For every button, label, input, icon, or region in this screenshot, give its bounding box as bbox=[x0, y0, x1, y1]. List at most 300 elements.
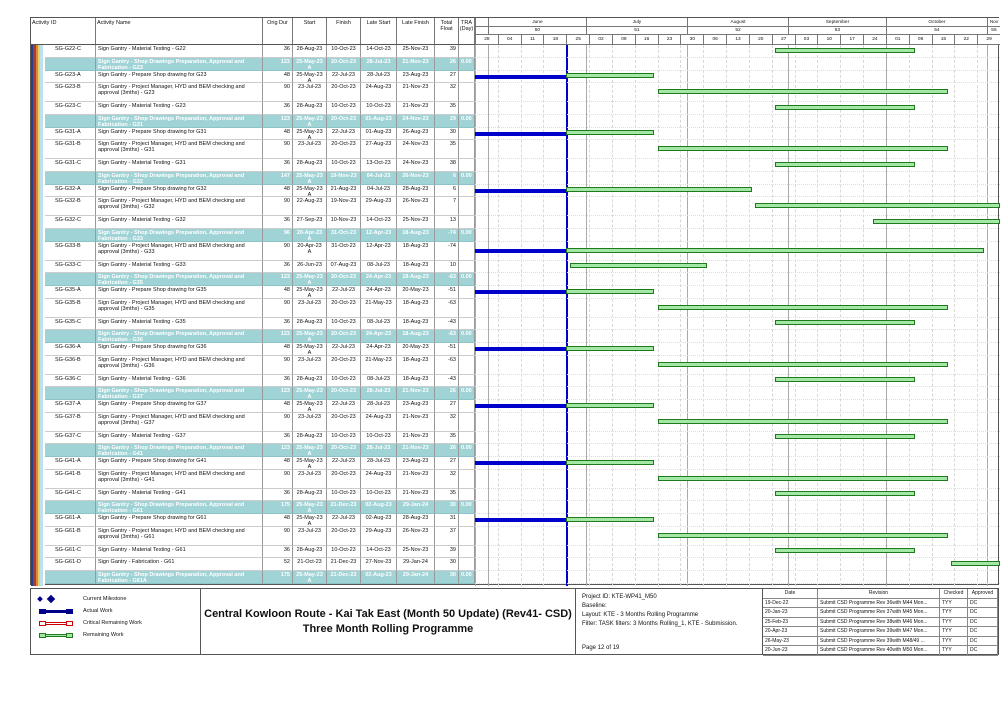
chart-row bbox=[475, 470, 1000, 489]
cell-finish: 20-Oct-23 bbox=[327, 387, 361, 400]
actual-work-bar[interactable] bbox=[475, 249, 566, 253]
remaining-work-bar[interactable] bbox=[951, 561, 1000, 566]
cell-late_start: 01-Aug-23 bbox=[361, 128, 397, 141]
activity-rows bbox=[31, 45, 1000, 584]
cell-tra bbox=[459, 514, 475, 527]
remaining-work-bar[interactable] bbox=[873, 219, 1000, 224]
cell-late_start: 29-Aug-23 bbox=[361, 197, 397, 216]
cell-start: 23-Jul-23 bbox=[293, 83, 327, 102]
task-row[interactable] bbox=[31, 159, 1000, 172]
chart-row bbox=[475, 159, 1000, 172]
cell-start: 28-Aug-23 bbox=[293, 102, 327, 115]
remaining-work-bar[interactable] bbox=[566, 248, 983, 253]
chart-row bbox=[475, 128, 1000, 141]
week-tick-label: 25 bbox=[566, 35, 589, 45]
revision-cell: Submit CSD Programme Rev 37with M45 Mon... bbox=[818, 608, 940, 617]
cell-finish: 20-Oct-23 bbox=[327, 330, 361, 343]
remaining-work-bar[interactable] bbox=[775, 491, 915, 496]
revision-cell: 20-Jan-23 bbox=[763, 608, 818, 617]
cell-id: SG-G37-B bbox=[31, 413, 96, 432]
cell-name: Sign Gantry - Material Testing - G61 bbox=[96, 546, 263, 559]
task-row[interactable] bbox=[31, 432, 1000, 445]
report-title: Central Kowloon Route - Kai Tak East (Month 50 Update) (Rev41- CSD) bbox=[204, 608, 572, 620]
actual-work-bar[interactable] bbox=[475, 347, 566, 351]
remaining-work-bar[interactable] bbox=[775, 548, 915, 553]
cell-finish: 10-Oct-23 bbox=[327, 546, 361, 559]
remaining-work-bar[interactable] bbox=[775, 48, 915, 53]
remaining-work-bar[interactable] bbox=[658, 533, 948, 538]
revision-cell: DC bbox=[968, 618, 998, 627]
cell-id: SG-G31-B bbox=[31, 140, 96, 159]
cell-late_start: 24-Aug-23 bbox=[361, 413, 397, 432]
task-row[interactable] bbox=[31, 197, 1000, 216]
chart-row bbox=[475, 432, 1000, 445]
chart-row bbox=[475, 140, 1000, 159]
cell-name: Sign Gantry - Shop Drawings Preparation, Approval and Fabrication - G33 bbox=[96, 229, 263, 242]
chart-row bbox=[475, 185, 1000, 198]
actual-work-bar[interactable] bbox=[475, 132, 566, 136]
cell-tra: 0.00 bbox=[459, 172, 475, 185]
cell-late_finish: 29-Jan-24 bbox=[397, 558, 435, 571]
cell-id: SG-G41-C bbox=[31, 489, 96, 502]
task-row[interactable] bbox=[31, 216, 1000, 229]
cell-name: Sign Gantry - Prepare Shop drawing for G36 bbox=[96, 343, 263, 356]
cell-late_finish: 29-Jan-24 bbox=[397, 571, 435, 584]
month-label: June bbox=[488, 18, 586, 27]
week-tick-label: 04 bbox=[498, 35, 521, 45]
revision-row bbox=[763, 627, 998, 637]
remaining-work-bar[interactable] bbox=[658, 146, 948, 151]
cell-start: 25-May-23 A bbox=[293, 444, 327, 457]
cell-id: SG-G61-C bbox=[31, 546, 96, 559]
remaining-work-bar-icon bbox=[37, 633, 83, 638]
cell-float: 35 bbox=[435, 489, 459, 502]
cell-finish: 10-Oct-23 bbox=[327, 432, 361, 445]
cell-id: SG-G61-B bbox=[31, 527, 96, 546]
task-row[interactable] bbox=[31, 558, 1000, 571]
cell-start: 25-May-23 A bbox=[293, 273, 327, 286]
chart-row bbox=[475, 58, 1000, 71]
legend-label: Remaining Work bbox=[83, 632, 124, 638]
cell-tra bbox=[459, 470, 475, 489]
cell-finish: 20-Oct-23 bbox=[327, 299, 361, 318]
cell-tra bbox=[459, 197, 475, 216]
cell-name: Sign Gantry - Project Manager, HYD and BEM checking and approval (3mths) - G31 bbox=[96, 140, 263, 159]
cell-float: -63 bbox=[435, 299, 459, 318]
task-row[interactable] bbox=[31, 318, 1000, 331]
cell-tra: 0.00 bbox=[459, 571, 475, 584]
cell-late_start: 28-Jul-23 bbox=[361, 400, 397, 413]
cell-start: 23-Jul-23 bbox=[293, 413, 327, 432]
task-row[interactable] bbox=[31, 413, 1000, 432]
cell-late_finish: 18-Aug-23 bbox=[397, 229, 435, 242]
cell-finish: 20-Oct-23 bbox=[327, 83, 361, 102]
cell-float: 30 bbox=[435, 558, 459, 571]
cell-tra: 0.00 bbox=[459, 501, 475, 514]
chart-row bbox=[475, 102, 1000, 115]
week-tick-label: 24 bbox=[863, 35, 886, 45]
cell-late_finish: 18-Aug-23 bbox=[397, 242, 435, 261]
cell-late_start: 04-Jul-23 bbox=[361, 185, 397, 198]
cell-float: -43 bbox=[435, 318, 459, 331]
cell-late_finish: 21-Nov-23 bbox=[397, 102, 435, 115]
cell-id: SG-G41-B bbox=[31, 470, 96, 489]
cell-finish: 21-Dec-23 bbox=[327, 558, 361, 571]
cell-late_start: 27-Nov-23 bbox=[361, 558, 397, 571]
remaining-work-bar[interactable] bbox=[570, 263, 707, 268]
remaining-work-bar[interactable] bbox=[566, 289, 654, 294]
cell-tra bbox=[459, 558, 475, 571]
remaining-work-bar[interactable] bbox=[755, 203, 1000, 208]
cell-late_start: 10-Oct-23 bbox=[361, 102, 397, 115]
cell-name: Sign Gantry - Fabrication - G61 bbox=[96, 558, 263, 571]
cell-dur: 48 bbox=[263, 71, 293, 84]
cell-start: 25-May-23 A bbox=[293, 115, 327, 128]
remaining-work-bar[interactable] bbox=[775, 105, 915, 110]
chart-row bbox=[475, 457, 1000, 470]
week-tick-label: 15 bbox=[932, 35, 955, 45]
cell-dur: 123 bbox=[263, 387, 293, 400]
cell-id: SG-G23-B bbox=[31, 83, 96, 102]
cell-name: Sign Gantry - Shop Drawings Preparation, Approval and Fabrication - G23 bbox=[96, 58, 263, 71]
cell-finish: 22-Jul-23 bbox=[327, 514, 361, 527]
remaining-work-bar[interactable] bbox=[775, 162, 915, 167]
cell-late_finish: 18-Aug-23 bbox=[397, 318, 435, 331]
cell-float: -63 bbox=[435, 330, 459, 343]
margin-stripe bbox=[43, 45, 45, 586]
legend-label: Critical Remaining Work bbox=[83, 620, 142, 626]
cell-start: 25-May-23 A bbox=[293, 128, 327, 141]
cell-start: 26-Jun-23 bbox=[293, 261, 327, 274]
task-row[interactable] bbox=[31, 242, 1000, 261]
task-row[interactable] bbox=[31, 102, 1000, 115]
cell-tra bbox=[459, 286, 475, 299]
cell-id: SG-G61-D bbox=[31, 558, 96, 571]
task-row[interactable] bbox=[31, 400, 1000, 413]
remaining-work-bar[interactable] bbox=[566, 403, 654, 408]
remaining-work-bar[interactable] bbox=[658, 419, 948, 424]
remaining-work-bar[interactable] bbox=[566, 130, 654, 135]
week-tick-label: 28 bbox=[475, 35, 498, 45]
week-tick-label: 20 bbox=[749, 35, 772, 45]
week-tick-label: 03 bbox=[795, 35, 818, 45]
chart-row bbox=[475, 229, 1000, 242]
cell-float: 32 bbox=[435, 83, 459, 102]
cell-name: Sign Gantry - Prepare Shop drawing for G32 bbox=[96, 185, 263, 198]
week-tick-label: 02 bbox=[589, 35, 612, 45]
cell-name: Sign Gantry - Prepare Shop drawing for G31 bbox=[96, 128, 263, 141]
remaining-work-bar[interactable] bbox=[566, 187, 752, 192]
cell-tra bbox=[459, 128, 475, 141]
cell-name: Sign Gantry - Prepare Shop drawing for G61 bbox=[96, 514, 263, 527]
summary-band-row[interactable] bbox=[31, 571, 1000, 584]
task-row[interactable] bbox=[31, 140, 1000, 159]
month-number: 54 bbox=[886, 27, 987, 35]
week-tick-label: 22 bbox=[954, 35, 977, 45]
revision-cell: DC bbox=[968, 608, 998, 617]
cell-dur: 36 bbox=[263, 318, 293, 331]
column-header-start: Start bbox=[293, 18, 327, 44]
month-label: September bbox=[788, 18, 886, 27]
cell-late_start: 12-Apr-23 bbox=[361, 242, 397, 261]
revision-cell: Submit CSD Programme Rev 39with M47 Mon... bbox=[818, 627, 940, 636]
cell-start: 28-Aug-23 bbox=[293, 432, 327, 445]
week-tick-label: 09 bbox=[612, 35, 635, 45]
legend-label: Current Milestone bbox=[83, 596, 127, 602]
cell-name: Sign Gantry - Material Testing - G36 bbox=[96, 375, 263, 388]
cell-name: Sign Gantry - Material Testing - G32 bbox=[96, 216, 263, 229]
cell-start: 23-Jul-23 bbox=[293, 140, 327, 159]
remaining-work-bar[interactable] bbox=[658, 89, 948, 94]
cell-late_finish: 18-Aug-23 bbox=[397, 261, 435, 274]
summary-band-row[interactable] bbox=[31, 330, 1000, 343]
chart-row bbox=[475, 489, 1000, 502]
chart-row bbox=[475, 330, 1000, 343]
column-header-late_start: Late Start bbox=[361, 18, 397, 44]
cell-late_start: 27-Aug-23 bbox=[361, 140, 397, 159]
cell-finish: 20-Oct-23 bbox=[327, 444, 361, 457]
cell-late_finish: 29-Jan-24 bbox=[397, 501, 435, 514]
cell-dur: 48 bbox=[263, 185, 293, 198]
task-row[interactable] bbox=[31, 71, 1000, 84]
cell-finish: 10-Oct-23 bbox=[327, 159, 361, 172]
cell-name: Sign Gantry - Project Manager, HYD and BEM checking and approval (3mths) - G61 bbox=[96, 527, 263, 546]
remaining-work-bar[interactable] bbox=[658, 476, 948, 481]
summary-band-row[interactable] bbox=[31, 115, 1000, 128]
summary-band-row[interactable] bbox=[31, 58, 1000, 71]
cell-tra bbox=[459, 356, 475, 375]
remaining-work-bar[interactable] bbox=[566, 346, 654, 351]
cell-dur: 90 bbox=[263, 299, 293, 318]
task-row[interactable] bbox=[31, 489, 1000, 502]
revision-cell: DC bbox=[968, 646, 998, 655]
cell-late_finish: 21-Nov-23 bbox=[397, 387, 435, 400]
cell-float: 35 bbox=[435, 140, 459, 159]
cell-late_finish: 25-Nov-23 bbox=[397, 45, 435, 58]
revision-column-header: Approved bbox=[968, 589, 998, 598]
cell-name: Sign Gantry - Prepare Shop drawing for G35 bbox=[96, 286, 263, 299]
summary-band-row[interactable] bbox=[31, 444, 1000, 457]
summary-band-row[interactable] bbox=[31, 229, 1000, 242]
remaining-work-bar[interactable] bbox=[566, 73, 654, 78]
task-row[interactable] bbox=[31, 470, 1000, 489]
remaining-work-bar[interactable] bbox=[775, 434, 915, 439]
chart-row bbox=[475, 527, 1000, 546]
task-row[interactable] bbox=[31, 83, 1000, 102]
remaining-work-bar[interactable] bbox=[658, 362, 948, 367]
week-tick-label: 17 bbox=[840, 35, 863, 45]
revision-cell: Submit CSD Programme Rev 36with M44 Mon... bbox=[818, 599, 940, 608]
cell-start: 25-May-23 A bbox=[293, 172, 327, 185]
revision-cell: Submit CSD Programme Rev 40with M50 Mon... bbox=[818, 646, 940, 655]
legend-box bbox=[31, 589, 201, 654]
column-header-finish: Finish bbox=[327, 18, 361, 44]
actual-work-bar[interactable] bbox=[475, 290, 566, 294]
task-row[interactable] bbox=[31, 527, 1000, 546]
task-row[interactable] bbox=[31, 128, 1000, 141]
cell-tra: 0.00 bbox=[459, 58, 475, 71]
cell-dur: 96 bbox=[263, 229, 293, 242]
month-number: 51 bbox=[586, 27, 687, 35]
cell-float: 31 bbox=[435, 514, 459, 527]
cell-late_start: 14-Oct-23 bbox=[361, 45, 397, 58]
cell-late_finish: 23-Aug-23 bbox=[397, 457, 435, 470]
cell-name: Sign Gantry - Material Testing - G31 bbox=[96, 159, 263, 172]
revision-cell: 25-Feb-23 bbox=[763, 618, 818, 627]
cell-late_start: 24-Apr-23 bbox=[361, 343, 397, 356]
summary-band-row[interactable] bbox=[31, 387, 1000, 400]
cell-tra bbox=[459, 83, 475, 102]
project-id-label: Project ID: KTE-WP41_M50 bbox=[582, 594, 657, 600]
cell-start: 25-May-23 A bbox=[293, 58, 327, 71]
chart-row bbox=[475, 71, 1000, 84]
cell-dur: 36 bbox=[263, 261, 293, 274]
summary-band-row[interactable] bbox=[31, 172, 1000, 185]
remaining-work-bar[interactable] bbox=[566, 517, 654, 522]
cell-tra bbox=[459, 102, 475, 115]
report-footer bbox=[30, 588, 999, 655]
task-row[interactable] bbox=[31, 514, 1000, 527]
task-row[interactable] bbox=[31, 185, 1000, 198]
cell-dur: 90 bbox=[263, 140, 293, 159]
cell-late_start: 24-Apr-23 bbox=[361, 286, 397, 299]
cell-start: 22-Aug-23 bbox=[293, 197, 327, 216]
task-row[interactable] bbox=[31, 261, 1000, 274]
cell-start: 23-Jul-23 bbox=[293, 527, 327, 546]
actual-work-bar[interactable] bbox=[475, 404, 566, 408]
cell-late_finish: 28-Aug-23 bbox=[397, 514, 435, 527]
cell-late_finish: 20-May-23 bbox=[397, 286, 435, 299]
cell-float: 13 bbox=[435, 216, 459, 229]
week-tick-label: 10 bbox=[817, 35, 840, 45]
cell-tra bbox=[459, 216, 475, 229]
cell-late_start: 02-Aug-23 bbox=[361, 514, 397, 527]
task-row[interactable] bbox=[31, 286, 1000, 299]
cell-late_finish: 26-Aug-23 bbox=[397, 128, 435, 141]
cell-dur: 36 bbox=[263, 375, 293, 388]
revision-row bbox=[763, 618, 998, 628]
cell-late_finish: 26-Nov-23 bbox=[397, 197, 435, 216]
cell-late_start: 28-Jul-23 bbox=[361, 457, 397, 470]
chart-row bbox=[475, 172, 1000, 185]
chart-row bbox=[475, 558, 1000, 571]
actual-work-bar[interactable] bbox=[475, 75, 566, 79]
cell-name: Sign Gantry - Shop Drawings Preparation, Approval and Fabrication - G37 bbox=[96, 387, 263, 400]
task-row[interactable] bbox=[31, 375, 1000, 388]
cell-dur: 48 bbox=[263, 128, 293, 141]
cell-id: SG-G31-C bbox=[31, 159, 96, 172]
task-row[interactable] bbox=[31, 356, 1000, 375]
cell-dur: 36 bbox=[263, 102, 293, 115]
revision-cell: TYY bbox=[940, 599, 968, 608]
cell-late_start: 13-Oct-23 bbox=[361, 159, 397, 172]
week-tick-label: 18 bbox=[543, 35, 566, 45]
summary-band-row[interactable] bbox=[31, 273, 1000, 286]
chart-row bbox=[475, 83, 1000, 102]
revision-cell: TYY bbox=[940, 646, 968, 655]
cell-dur: 175 bbox=[263, 571, 293, 584]
cell-name: Sign Gantry - Shop Drawings Preparation, Approval and Fabrication - G32 bbox=[96, 172, 263, 185]
cell-id: SG-G35-B bbox=[31, 299, 96, 318]
page-number: Page 12 of 19 bbox=[582, 645, 620, 651]
cell-tra bbox=[459, 318, 475, 331]
cell-tra bbox=[459, 432, 475, 445]
cell-float: 27 bbox=[435, 71, 459, 84]
cell-late_start: 24-Aug-23 bbox=[361, 470, 397, 489]
cell-late_finish: 18-Aug-23 bbox=[397, 299, 435, 318]
task-row[interactable] bbox=[31, 299, 1000, 318]
actual-work-bar[interactable] bbox=[475, 518, 566, 522]
remaining-work-bar[interactable] bbox=[775, 320, 915, 325]
cell-late_finish: 24-Nov-23 bbox=[397, 115, 435, 128]
cell-late_finish: 21-Nov-23 bbox=[397, 58, 435, 71]
cell-late_start: 02-Aug-23 bbox=[361, 571, 397, 584]
cell-float: 35 bbox=[435, 102, 459, 115]
task-row[interactable] bbox=[31, 45, 1000, 58]
task-row[interactable] bbox=[31, 457, 1000, 470]
cell-start: 23-Jul-23 bbox=[293, 299, 327, 318]
revision-row bbox=[763, 599, 998, 609]
remaining-work-bar[interactable] bbox=[566, 460, 654, 465]
actual-work-bar[interactable] bbox=[475, 189, 566, 193]
cell-finish: 31-Oct-23 bbox=[327, 242, 361, 261]
cell-id: SG-G32-A bbox=[31, 185, 96, 198]
cell-name: Sign Gantry - Project Manager, HYD and BEM checking and approval (3mths) - G32 bbox=[96, 197, 263, 216]
remaining-work-bar[interactable] bbox=[658, 305, 948, 310]
cell-tra: 0.00 bbox=[459, 229, 475, 242]
revision-header-row bbox=[763, 589, 998, 599]
task-row[interactable] bbox=[31, 343, 1000, 356]
cell-float: 27 bbox=[435, 457, 459, 470]
cell-late_finish: 24-Nov-23 bbox=[397, 159, 435, 172]
cell-dur: 90 bbox=[263, 470, 293, 489]
chart-row bbox=[475, 45, 1000, 58]
cell-finish: 21-Aug-23 bbox=[327, 185, 361, 198]
remaining-work-bar[interactable] bbox=[775, 377, 915, 382]
cell-name: Sign Gantry - Shop Drawings Preparation, Approval and Fabrication - G36 bbox=[96, 330, 263, 343]
chart-row bbox=[475, 242, 1000, 261]
summary-band-row[interactable] bbox=[31, 501, 1000, 514]
month-label: October bbox=[886, 18, 987, 27]
cell-dur: 175 bbox=[263, 501, 293, 514]
task-row[interactable] bbox=[31, 546, 1000, 559]
cell-tra bbox=[459, 546, 475, 559]
actual-work-bar[interactable] bbox=[475, 461, 566, 465]
cell-name: Sign Gantry - Material Testing - G41 bbox=[96, 489, 263, 502]
chart-row bbox=[475, 501, 1000, 514]
cell-start: 25-May-23 A bbox=[293, 514, 327, 527]
cell-late_start: 28-Jul-23 bbox=[361, 71, 397, 84]
cell-dur: 36 bbox=[263, 546, 293, 559]
cell-float: 29 bbox=[435, 115, 459, 128]
cell-late_finish: 26-Nov-23 bbox=[397, 172, 435, 185]
chart-row bbox=[475, 444, 1000, 457]
week-tick-label: 08 bbox=[909, 35, 932, 45]
revision-column-header: Revision bbox=[818, 589, 940, 598]
cell-finish: 22-Jul-23 bbox=[327, 457, 361, 470]
cell-tra bbox=[459, 299, 475, 318]
cell-start: 28-Aug-23 bbox=[293, 375, 327, 388]
week-tick-label: 27 bbox=[772, 35, 795, 45]
cell-start: 25-May-23 A bbox=[293, 286, 327, 299]
cell-finish: 10-Nov-23 bbox=[327, 216, 361, 229]
week-tick-label: 13 bbox=[726, 35, 749, 45]
cell-name: Sign Gantry - Project Manager, HYD and BEM checking and approval (3mths) - G33 bbox=[96, 242, 263, 261]
month-number: 55 bbox=[987, 27, 1000, 35]
month-label bbox=[475, 18, 488, 27]
cell-dur: 48 bbox=[263, 286, 293, 299]
revision-column-header: Checked bbox=[940, 589, 968, 598]
